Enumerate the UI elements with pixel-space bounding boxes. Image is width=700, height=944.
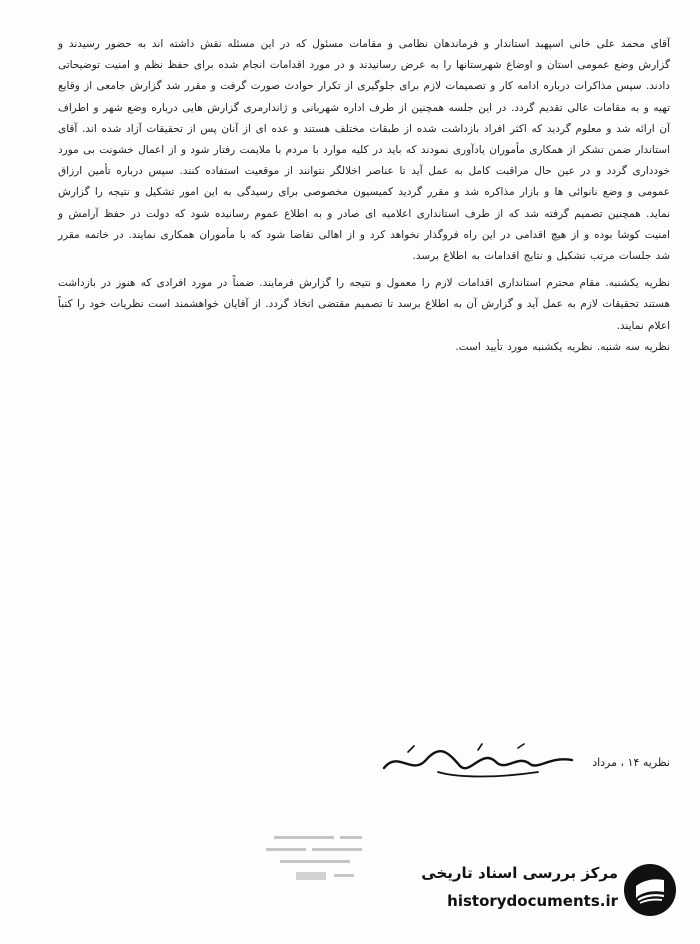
book-seal-icon [622, 862, 678, 918]
faded-stamp [260, 830, 378, 888]
logo-url: historydocuments.ir [447, 892, 618, 910]
paragraph-tuesday-opinion: نظریه سه شنبه. نظریه یکشنبه مورد تأیید است. [455, 340, 670, 353]
archive-watermark-logo [392, 862, 682, 938]
handwritten-signature [378, 742, 578, 782]
logo-title: مرکز بررسی اسناد تاریخی [421, 864, 618, 882]
document-body [58, 34, 670, 358]
paragraph-main: آقای محمد علی خانی اسپهبد استاندار و فرماندهان نظامی و مقامات مسئول که در این مسئله نقش داشته اند به حضور رسیدند و گزارش وضع عمومی استان و اوضاع شهرستانها را به عرض رسانیدند و در مورد اقدامات انجام شده برای حفظ نظم و امنیت توضیحاتی دادند. سپس مذاکرات درباره ادامه کار و تصمیمات لازم برای جلوگیری از تکرار حوادث صورت گرفت و مقرر شد گزارش جامعی از وقایع تهیه و به مقامات عالی تقدیم گردد. در این جلسه همچنین از طرف اداره شهربانی و ژاندارمری گزارش هایی درباره وضع شهر و اطراف آن ارائه شد و معلوم گردید که اکثر افراد بازداشت شده از طبقات مختلف هستند و عده ای از آنان پس از تحقیقات آزاد شده اند. آقای استاندار ضمن تشکر از همکاری مأموران یادآوری نمودند که باید در کلیه موارد با مردم با ملایمت رفتار شود و از اعمال خشونت بی مورد خودداری گردد و در عین حال مراقبت کامل به عمل آید تا عناصر اخلالگر نتوانند از موقعیت استفاده کنند. سپس درباره تأمین ارزاق عمومی و وضع نانوائی ها و بازار مذاکره شد و مقرر گردید کمیسیون مخصوصی برای رسیدگی به این امور تشکیل و نتیجه را گزارش نماید. همچنین تصمیم گرفته شد که از طرف استانداری اعلامیه ای صادر و به اطلاع عموم رسانیده شود که دولت در حفظ آرامش و امنیت کوشا بوده و از هیچ اقدامی در این راه فروگذار نخواهد کرد و از اهالی تقاضا شود که با مأموران همکاری نمایند. در خاتمه مقرر شد جلسات مرتب تشکیل و نتایج اقدامات به اطلاع برسد. [58, 38, 670, 263]
signature-label: نظریه ۱۴ ، مرداد [592, 755, 670, 769]
paragraph-sunday-opinion: نظریه یکشنبه. مقام محترم استانداری اقدامات لازم را معمول و نتیجه را گزارش فرمایند. ضمناً در مورد افرادی که هنوز در بازداشت هستند تحقیقات لازم به عمل آید و گزارش آن به اطلاع برسد تا تصمیم مقتضی اتخاذ گردد. از آقایان خواهشمند است نظریات خود را کتباً اعلام نمایند. [58, 277, 670, 332]
signature-row [160, 742, 670, 782]
